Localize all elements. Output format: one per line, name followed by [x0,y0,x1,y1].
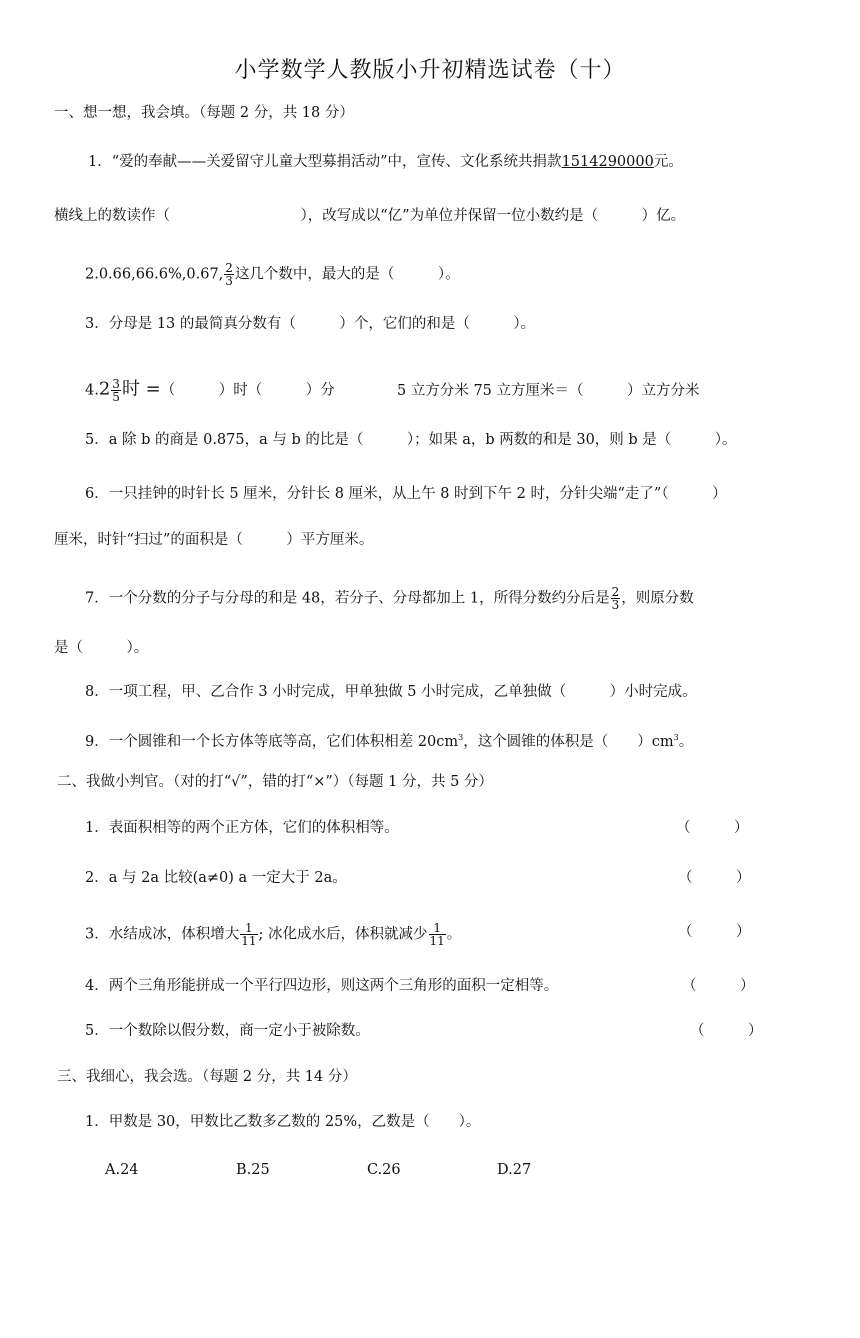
question-1-8: 8．一项工程，甲、乙合作 3 小时完成，甲单独做 5 小时完成，乙单独做（ ）小时完成。 [85,684,697,700]
judge-question-1: 1．表面积相等的两个正方体，它们的体积相等。 [85,820,399,836]
question-number: 4. [85,382,99,399]
section-3-heading: 三、我细心，我会选。（每题 2 分，共 14 分） [57,1069,357,1085]
question-1-6-line-b: 厘米，时针“扫过”的面积是（ ）平方厘米。 [54,532,374,548]
question-text-end: 。 [446,926,462,943]
question-text: 3．水结成冰，体积增大 [85,926,240,943]
fraction-denominator: 5 [112,390,120,404]
question-text: 2.0.66,66.6%,0.67, [85,266,224,283]
question-text-tail: 这几个数中，最大的是（ ）。 [234,266,460,283]
question-1-4 [85,378,335,403]
question-1-4-part-b: 5 立方分米 75 立方厘米＝（ ）立方分米 [397,383,700,399]
question-1-9 [85,728,693,752]
fraction-denominator: 11 [241,934,257,948]
judge-question-3 [85,922,461,947]
fraction-denominator: 3 [225,274,233,288]
question-text: 9．一个圆锥和一个长方体等底等高，它们体积相差 20cm [85,733,459,750]
question-text-tail: （ ）时（ ）分 [160,382,335,399]
fraction-numerator: 1 [240,922,257,935]
question-text-tail: ，则原分数 [621,590,694,607]
question-1-7-line-a [85,586,694,611]
superscript: 3 [673,733,679,742]
answer-paren: （ ） [678,870,751,886]
choice-option-c: C.26 [367,1162,401,1178]
fraction-numerator: 2 [611,585,620,599]
fraction [240,922,257,947]
question-text-mid: ; 冰化成水后，体积就减少 [258,926,428,943]
question-1-1-line-b: 横线上的数读作（ ），改写成以“亿”为单位并保留一位小数约是（ ）亿。 [54,208,686,224]
answer-paren: （ ） [682,978,755,994]
question-text: 7．一个分数的分子与分母的和是 48，若分子、分母都加上 1，所得分数约分后是 [85,590,610,607]
fraction [111,378,121,403]
question-text: 1．“爱的奉献——关爱留守儿童大型募捐活动”中，宣传、文化系统共捐款 [88,154,562,170]
section-1-heading: 一、想一想，我会填。（每题 2 分，共 18 分） [54,105,354,121]
question-1-3: 3．分母是 13 的最简真分数有（ ）个，它们的和是（ ）。 [85,316,536,332]
judge-question-2: 2．a 与 2a 比较(a≠0) a 一定大于 2a。 [85,870,347,886]
superscript: 3 [458,733,464,742]
question-text-end: 。 [678,733,694,750]
question-1-2 [85,262,460,287]
fraction-numerator: 2 [225,261,233,275]
choice-option-a: A.24 [105,1162,139,1178]
choice-option-d: D.27 [497,1162,532,1178]
question-text-mid: ，这个圆锥的体积是（ ）cm [463,733,674,750]
answer-paren: （ ） [690,1023,763,1039]
choice-question-1: 1．甲数是 30，甲数比乙数多乙数的 25%，乙数是（ ）。 [85,1114,481,1130]
mixed-number-whole: 2 [98,378,111,400]
fraction-denominator: 3 [611,598,620,612]
answer-paren: （ ） [678,924,751,940]
answer-paren: （ ） [676,820,749,836]
fraction [224,262,234,287]
unit-text: 时 = [121,378,161,400]
fraction-denominator: 11 [429,934,445,948]
question-1-1-line-a [88,152,683,172]
unit-text: 元。 [653,154,683,170]
judge-question-4: 4．两个三角形能拼成一个平行四边形，则这两个三角形的面积一定相等。 [85,978,559,994]
underlined-amount: 1514290000 [561,154,654,170]
fraction [611,586,621,611]
fraction-numerator: 3 [112,377,120,391]
choice-option-b: B.25 [236,1162,270,1178]
fraction-numerator: 1 [429,922,446,935]
section-2-heading: 二、我做小判官。（对的打“√”，错的打“×”）（每题 1 分，共 5 分） [57,774,493,790]
question-1-7-line-b: 是（ ）。 [54,640,149,656]
question-1-6-line-a: 6．一只挂钟的时针长 5 厘米，分针长 8 厘米，从上午 8 时到下午 2 时，分针尖端“走了”（ ） [85,486,727,502]
fraction [429,922,446,947]
question-1-5: 5．a 除 b 的商是 0.875，a 与 b 的比是（ ）；如果 a，b 两数的和是 30，则 b 是（ ）。 [85,432,737,448]
page-title: 小学数学人教版小升初精选试卷（十） [234,58,626,83]
judge-question-5: 5．一个数除以假分数，商一定小于被除数。 [85,1023,370,1039]
